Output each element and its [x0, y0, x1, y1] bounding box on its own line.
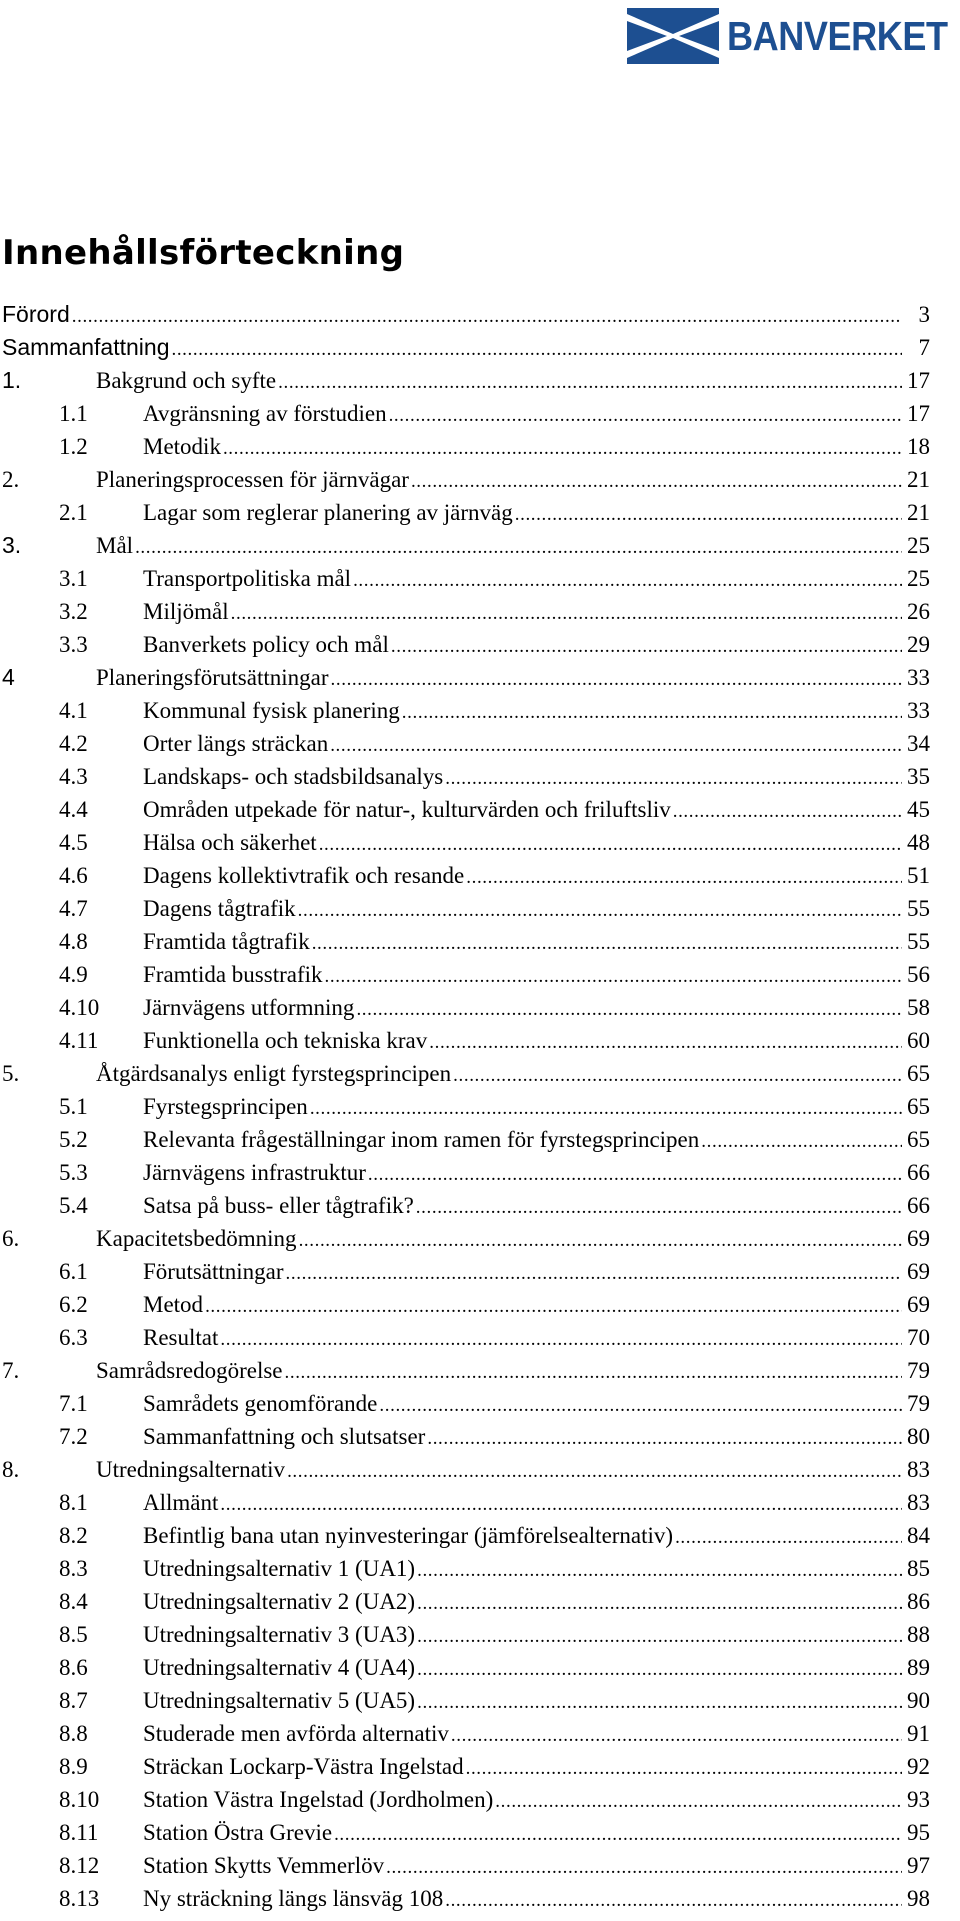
- toc-entry-number: 8.10: [59, 1787, 100, 1812]
- toc-entry-number: 8.: [2, 1457, 20, 1482]
- toc-entry-line: [143, 1882, 930, 1917]
- toc-entry-label: Ny sträckning längs länsväg 108: [143, 1886, 444, 1911]
- dot-leader: [417, 1587, 902, 1620]
- toc-entry[interactable]: [0, 331, 930, 364]
- toc-entry-number: 1.: [2, 367, 22, 393]
- toc-entry-number: 4.9: [59, 962, 88, 987]
- toc-entry[interactable]: [0, 1321, 930, 1354]
- toc-entry-line: [143, 430, 930, 465]
- table-of-contents: [0, 298, 930, 1915]
- toc-entry-number: 6.: [2, 1226, 20, 1251]
- toc-entry-page: 48: [907, 830, 930, 855]
- toc-entry-page: 69: [907, 1292, 930, 1317]
- dot-leader: [220, 1323, 902, 1356]
- toc-entry-line: [143, 595, 930, 630]
- toc-entry-label: Kommunal fysisk planering: [143, 698, 400, 723]
- toc-entry-label: Framtida busstrafik: [143, 962, 323, 987]
- toc-entry-label: Station Västra Ingelstad (Jordholmen): [143, 1787, 494, 1812]
- dot-leader: [171, 333, 902, 366]
- toc-entry-label: Utredningsalternativ 5 (UA5): [143, 1688, 416, 1713]
- dot-leader: [445, 1884, 902, 1917]
- toc-entry-label: Relevanta frågeställningar inom ramen för fyrstegsprincipen: [143, 1127, 700, 1152]
- toc-entry[interactable]: [0, 1354, 930, 1387]
- toc-entry-label: Järnvägens utformning: [143, 995, 355, 1020]
- toc-entry-line: [143, 1717, 930, 1752]
- toc-entry-number: 3.1: [59, 566, 88, 591]
- toc-entry-label: Landskaps- och stadsbildsanalys: [143, 764, 444, 789]
- toc-entry-label: Fyrstegsprincipen: [143, 1094, 308, 1119]
- toc-entry-number: 1.1: [59, 401, 88, 426]
- toc-entry-number: 4.5: [59, 830, 88, 855]
- toc-entry-page: 98: [907, 1886, 930, 1911]
- toc-entry-line: [96, 1057, 930, 1092]
- dot-leader: [675, 1521, 902, 1554]
- dot-leader: [466, 1752, 902, 1785]
- toc-entry-label: Utredningsalternativ 2 (UA2): [143, 1589, 416, 1614]
- toc-entry-page: 93: [907, 1787, 930, 1812]
- toc-entry-label: Station Östra Grevie: [143, 1820, 333, 1845]
- toc-entry[interactable]: [0, 826, 930, 859]
- toc-entry-line: [143, 628, 930, 663]
- toc-entry-line: [143, 760, 930, 795]
- toc-entry[interactable]: [0, 1453, 930, 1486]
- toc-entry-number: 7.1: [59, 1391, 88, 1416]
- toc-entry-line: [143, 397, 930, 432]
- toc-entry-number: 8.7: [59, 1688, 88, 1713]
- toc-entry-number: 4.6: [59, 863, 88, 888]
- toc-entry-label: Orter längs sträckan: [143, 731, 329, 756]
- toc-entry-number: 2.1: [59, 500, 88, 525]
- toc-entry-number: 8.8: [59, 1721, 88, 1746]
- toc-entry-page: 45: [907, 797, 930, 822]
- toc-entry[interactable]: [0, 1189, 930, 1222]
- toc-entry-page: 84: [907, 1523, 930, 1548]
- toc-entry-number: 1.2: [59, 434, 88, 459]
- dot-leader: [334, 1818, 902, 1851]
- toc-entry-line: [143, 793, 930, 828]
- toc-entry-number: 2.: [2, 467, 20, 492]
- toc-entry-line: [143, 892, 930, 927]
- dot-leader: [453, 1059, 902, 1092]
- banverket-logo: [627, 6, 960, 66]
- toc-entry[interactable]: [0, 1288, 930, 1321]
- toc-entry-page: 55: [907, 929, 930, 954]
- dot-leader: [319, 828, 902, 861]
- toc-entry-line: [143, 1321, 930, 1356]
- dot-leader: [445, 762, 902, 795]
- toc-entry-page: 86: [907, 1589, 930, 1614]
- toc-entry-line: [143, 694, 930, 729]
- toc-entry-line: [143, 1189, 930, 1224]
- toc-entry-number: 3.3: [59, 632, 88, 657]
- toc-entry-label: Avgränsning av förstudien: [143, 401, 387, 426]
- toc-entry-page: 26: [907, 599, 930, 624]
- toc-entry-label: Dagens tågtrafik: [143, 896, 296, 921]
- toc-entry-label: Metodik: [143, 434, 221, 459]
- toc-entry-line: [2, 298, 930, 333]
- toc-entry-number: 5.1: [59, 1094, 88, 1119]
- toc-entry-label: Förutsättningar: [143, 1259, 284, 1284]
- toc-entry-line: [143, 1486, 930, 1521]
- dot-leader: [285, 1356, 903, 1389]
- toc-entry-number: 8.5: [59, 1622, 88, 1647]
- dot-leader: [286, 1257, 902, 1290]
- toc-entry-page: 92: [907, 1754, 930, 1779]
- toc-entry-number: 5.4: [59, 1193, 88, 1218]
- toc-entry-label: Järnvägens infrastruktur: [143, 1160, 366, 1185]
- toc-entry-page: 7: [918, 335, 930, 360]
- toc-entry-line: [143, 925, 930, 960]
- dot-leader: [231, 597, 902, 630]
- toc-entry-label: Kapacitetsbedömning: [96, 1226, 297, 1251]
- toc-entry-label: Mål: [96, 533, 134, 558]
- toc-entry-line: [2, 331, 930, 366]
- toc-entry[interactable]: [0, 1387, 930, 1420]
- dot-leader: [701, 1125, 902, 1158]
- toc-entry-number: 4.10: [59, 995, 100, 1020]
- dot-leader: [287, 1455, 902, 1488]
- toc-entry-number: 6.2: [59, 1292, 88, 1317]
- toc-entry-label: Planeringsprocessen för järnvägar: [96, 467, 409, 492]
- toc-entry-line: [143, 1783, 930, 1818]
- dot-leader: [223, 432, 902, 465]
- toc-entry[interactable]: [0, 958, 930, 991]
- toc-entry-line: [143, 1420, 930, 1455]
- toc-entry-line: [143, 1684, 930, 1719]
- dot-leader: [312, 927, 902, 960]
- dot-leader: [325, 960, 903, 993]
- toc-entry-number: 7.2: [59, 1424, 88, 1449]
- toc-entry-number: 4.4: [59, 797, 88, 822]
- toc-entry-number: 4.11: [59, 1028, 99, 1053]
- toc-entry-line: [96, 364, 930, 399]
- toc-entry-page: 88: [907, 1622, 930, 1647]
- dot-leader: [389, 399, 902, 432]
- toc-entry-page: 79: [907, 1358, 930, 1383]
- toc-entry-page: 89: [907, 1655, 930, 1680]
- toc-entry[interactable]: [0, 661, 930, 694]
- toc-entry-page: 51: [907, 863, 930, 888]
- toc-entry-label: Utredningsalternativ 3 (UA3): [143, 1622, 416, 1647]
- toc-entry-page: 29: [907, 632, 930, 657]
- toc-entry-line: [96, 661, 930, 696]
- toc-entry[interactable]: [0, 1519, 930, 1552]
- toc-entry-line: [143, 1387, 930, 1422]
- toc-entry[interactable]: [0, 991, 930, 1024]
- toc-entry[interactable]: [0, 1552, 930, 1585]
- toc-entry-number: 8.6: [59, 1655, 88, 1680]
- toc-entry-page: 69: [907, 1226, 930, 1251]
- toc-entry-label: Satsa på buss- eller tågtrafik?: [143, 1193, 414, 1218]
- page-title: Innehållsförteckning: [2, 233, 405, 273]
- toc-entry[interactable]: [0, 1651, 930, 1684]
- toc-entry[interactable]: [0, 1222, 930, 1255]
- toc-entry-label: Områden utpekade för natur-, kulturvärden och friluftsliv: [143, 797, 671, 822]
- dot-leader: [402, 696, 902, 729]
- toc-entry-page: 65: [907, 1094, 930, 1119]
- toc-entry-number: 8.3: [59, 1556, 88, 1581]
- toc-entry[interactable]: [0, 1057, 930, 1090]
- toc-entry[interactable]: [0, 628, 930, 661]
- toc-entry[interactable]: [0, 529, 930, 562]
- toc-entry-page: 65: [907, 1127, 930, 1152]
- toc-entry-line: [96, 463, 930, 498]
- toc-entry-number: 5.3: [59, 1160, 88, 1185]
- toc-entry[interactable]: [0, 1816, 930, 1849]
- toc-entry-line: [143, 826, 930, 861]
- toc-entry-line: [143, 1519, 930, 1554]
- toc-entry-page: 34: [907, 731, 930, 756]
- toc-entry-label: Hälsa och säkerhet: [143, 830, 317, 855]
- toc-entry-label: Transportpolitiska mål: [143, 566, 352, 591]
- toc-entry-line: [143, 496, 930, 531]
- toc-entry-page: 25: [907, 533, 930, 558]
- dot-leader: [391, 630, 902, 663]
- toc-entry-line: [143, 1024, 930, 1059]
- dot-leader: [331, 663, 902, 696]
- toc-entry-page: 70: [907, 1325, 930, 1350]
- toc-entry-label: Utredningsalternativ: [96, 1457, 286, 1482]
- toc-entry-number: 5.: [2, 1061, 20, 1086]
- toc-entry-page: 83: [907, 1490, 930, 1515]
- toc-entry-line: [143, 1849, 930, 1884]
- toc-entry-label: Sammanfattning och slutsatser: [143, 1424, 426, 1449]
- toc-entry-page: 3: [918, 302, 930, 327]
- toc-entry-label: Bakgrund och syfte: [96, 368, 277, 393]
- toc-entry-page: 83: [907, 1457, 930, 1482]
- toc-entry-page: 91: [907, 1721, 930, 1746]
- dot-leader: [310, 1092, 902, 1125]
- toc-entry-label: Samrådsredogörelse: [96, 1358, 283, 1383]
- toc-entry[interactable]: [0, 892, 930, 925]
- toc-entry[interactable]: [0, 1420, 930, 1453]
- toc-entry-label: Allmänt: [143, 1490, 219, 1515]
- toc-entry-line: [96, 529, 930, 564]
- toc-entry-line: [143, 958, 930, 993]
- dot-leader: [466, 861, 902, 894]
- toc-entry-page: 33: [907, 698, 930, 723]
- toc-entry-label: Sträckan Lockarp-Västra Ingelstad: [143, 1754, 464, 1779]
- toc-entry-number: 8.12: [59, 1853, 100, 1878]
- toc-entry-number: 8.13: [59, 1886, 100, 1911]
- toc-entry-page: 33: [907, 665, 930, 690]
- toc-entry-number: 7.: [2, 1358, 20, 1383]
- dot-leader: [298, 894, 902, 927]
- toc-entry-page: 35: [907, 764, 930, 789]
- toc-entry-number: 4.1: [59, 698, 88, 723]
- toc-entry-page: 18: [907, 434, 930, 459]
- toc-entry-number: 4.8: [59, 929, 88, 954]
- toc-entry[interactable]: [0, 1123, 930, 1156]
- toc-entry-label: Lagar som reglerar planering av järnväg: [143, 500, 513, 525]
- toc-entry-label: Banverkets policy och mål: [143, 632, 389, 657]
- toc-entry-page: 69: [907, 1259, 930, 1284]
- toc-entry-line: [143, 1090, 930, 1125]
- dot-leader: [427, 1422, 902, 1455]
- toc-entry[interactable]: [0, 925, 930, 958]
- toc-entry-number: 8.4: [59, 1589, 88, 1614]
- toc-entry[interactable]: [0, 694, 930, 727]
- dot-leader: [368, 1158, 902, 1191]
- dot-leader: [515, 498, 902, 531]
- toc-entry-page: 90: [907, 1688, 930, 1713]
- toc-entry-number: 6.3: [59, 1325, 88, 1350]
- dot-leader: [379, 1389, 902, 1422]
- toc-entry-page: 97: [907, 1853, 930, 1878]
- toc-entry-page: 85: [907, 1556, 930, 1581]
- dot-leader: [417, 1554, 902, 1587]
- dot-leader: [278, 366, 902, 399]
- toc-entry-number: 8.11: [59, 1820, 99, 1845]
- toc-entry[interactable]: [0, 1618, 930, 1651]
- toc-entry-number: 8.9: [59, 1754, 88, 1779]
- toc-entry-label: Sammanfattning: [2, 334, 170, 360]
- toc-entry-page: 55: [907, 896, 930, 921]
- toc-entry-number: 3.2: [59, 599, 88, 624]
- toc-entry[interactable]: [0, 595, 930, 628]
- toc-entry[interactable]: [0, 496, 930, 529]
- toc-entry-page: 66: [907, 1193, 930, 1218]
- toc-entry[interactable]: [0, 397, 930, 430]
- toc-entry-label: Befintlig bana utan nyinvesteringar (jämförelsealternativ): [143, 1523, 674, 1548]
- dot-leader: [220, 1488, 902, 1521]
- toc-entry[interactable]: [0, 1783, 930, 1816]
- toc-entry-number: 6.1: [59, 1259, 88, 1284]
- toc-entry-page: 65: [907, 1061, 930, 1086]
- toc-entry[interactable]: [0, 364, 930, 397]
- dot-leader: [673, 795, 902, 828]
- toc-entry-line: [96, 1453, 930, 1488]
- toc-entry-page: 95: [907, 1820, 930, 1845]
- toc-entry-page: 17: [907, 401, 930, 426]
- toc-entry-page: 21: [907, 500, 930, 525]
- toc-entry[interactable]: [0, 760, 930, 793]
- toc-entry-label: Miljömål: [143, 599, 229, 624]
- banverket-logo-icon: [627, 8, 719, 64]
- toc-entry[interactable]: [0, 463, 930, 496]
- dot-leader: [330, 729, 902, 762]
- toc-entry[interactable]: [0, 1090, 930, 1123]
- toc-entry-number: 3.: [2, 532, 22, 558]
- toc-entry-number: 4.3: [59, 764, 88, 789]
- toc-entry-line: [143, 1651, 930, 1686]
- toc-entry-label: Utredningsalternativ 1 (UA1): [143, 1556, 416, 1581]
- toc-entry[interactable]: [0, 1717, 930, 1750]
- dot-leader: [495, 1785, 902, 1818]
- toc-entry-label: Metod: [143, 1292, 204, 1317]
- toc-entry-line: [143, 1156, 930, 1191]
- dot-leader: [135, 531, 902, 564]
- dot-leader: [411, 465, 902, 498]
- toc-entry-label: Samrådets genomförande: [143, 1391, 378, 1416]
- toc-entry[interactable]: [0, 430, 930, 463]
- toc-entry-line: [143, 991, 930, 1026]
- dot-leader: [417, 1620, 902, 1653]
- toc-entry[interactable]: [0, 727, 930, 760]
- toc-entry-number: 8.2: [59, 1523, 88, 1548]
- toc-entry-label: Utredningsalternativ 4 (UA4): [143, 1655, 416, 1680]
- toc-entry-page: 21: [907, 467, 930, 492]
- toc-entry-label: Station Skytts Vemmerlöv: [143, 1853, 385, 1878]
- dot-leader: [356, 993, 902, 1026]
- toc-entry-line: [96, 1222, 930, 1257]
- toc-entry-label: Åtgärdsanalys enligt fyrstegsprincipen: [96, 1061, 452, 1086]
- toc-entry[interactable]: [0, 793, 930, 826]
- toc-entry-page: 66: [907, 1160, 930, 1185]
- toc-entry-line: [143, 1552, 930, 1587]
- toc-entry[interactable]: [0, 1255, 930, 1288]
- toc-entry-label: Framtida tågtrafik: [143, 929, 310, 954]
- toc-entry-line: [143, 859, 930, 894]
- toc-entry-number: 8.1: [59, 1490, 88, 1515]
- toc-entry-line: [143, 1618, 930, 1653]
- toc-entry-number: 4.2: [59, 731, 88, 756]
- toc-entry-line: [143, 1288, 930, 1323]
- dot-leader: [417, 1686, 902, 1719]
- toc-entry-page: 56: [907, 962, 930, 987]
- toc-entry-number: 4: [2, 664, 15, 690]
- brand-name: BANVERKET: [727, 12, 948, 59]
- toc-entry-label: Funktionella och tekniska krav: [143, 1028, 428, 1053]
- toc-entry-number: 4.7: [59, 896, 88, 921]
- toc-entry[interactable]: [0, 562, 930, 595]
- toc-entry[interactable]: [0, 1684, 930, 1717]
- toc-entry[interactable]: [0, 1882, 930, 1915]
- toc-entry[interactable]: [0, 1156, 930, 1189]
- toc-entry[interactable]: [0, 1486, 930, 1519]
- toc-entry-page: 58: [907, 995, 930, 1020]
- toc-entry-line: [143, 1816, 930, 1851]
- toc-entry[interactable]: [0, 1750, 930, 1783]
- dot-leader: [416, 1191, 902, 1224]
- toc-entry-label: Förord: [2, 301, 70, 327]
- dot-leader: [386, 1851, 902, 1884]
- toc-entry[interactable]: [0, 1024, 930, 1057]
- toc-entry-line: [143, 727, 930, 762]
- toc-entry-label: Planeringsförutsättningar: [96, 665, 329, 690]
- toc-entry-page: 60: [907, 1028, 930, 1053]
- dot-leader: [299, 1224, 902, 1257]
- toc-entry-page: 17: [907, 368, 930, 393]
- toc-entry[interactable]: [0, 1849, 930, 1882]
- toc-entry-line: [143, 1750, 930, 1785]
- toc-entry-label: Dagens kollektivtrafik och resande: [143, 863, 465, 888]
- toc-entry-line: [143, 1123, 930, 1158]
- toc-entry-line: [143, 1255, 930, 1290]
- toc-entry-page: 25: [907, 566, 930, 591]
- toc-entry[interactable]: [0, 298, 930, 331]
- dot-leader: [417, 1653, 902, 1686]
- toc-entry-line: [96, 1354, 930, 1389]
- toc-entry-line: [143, 562, 930, 597]
- dot-leader: [72, 300, 902, 333]
- toc-entry-label: Resultat: [143, 1325, 219, 1350]
- toc-entry[interactable]: [0, 859, 930, 892]
- dot-leader: [353, 564, 902, 597]
- toc-entry-line: [143, 1585, 930, 1620]
- dot-leader: [451, 1719, 902, 1752]
- toc-entry-page: 80: [907, 1424, 930, 1449]
- dot-leader: [205, 1290, 902, 1323]
- toc-entry-number: 5.2: [59, 1127, 88, 1152]
- toc-entry-page: 79: [907, 1391, 930, 1416]
- toc-entry[interactable]: [0, 1585, 930, 1618]
- toc-entry-label: Studerade men avförda alternativ: [143, 1721, 449, 1746]
- dot-leader: [429, 1026, 902, 1059]
